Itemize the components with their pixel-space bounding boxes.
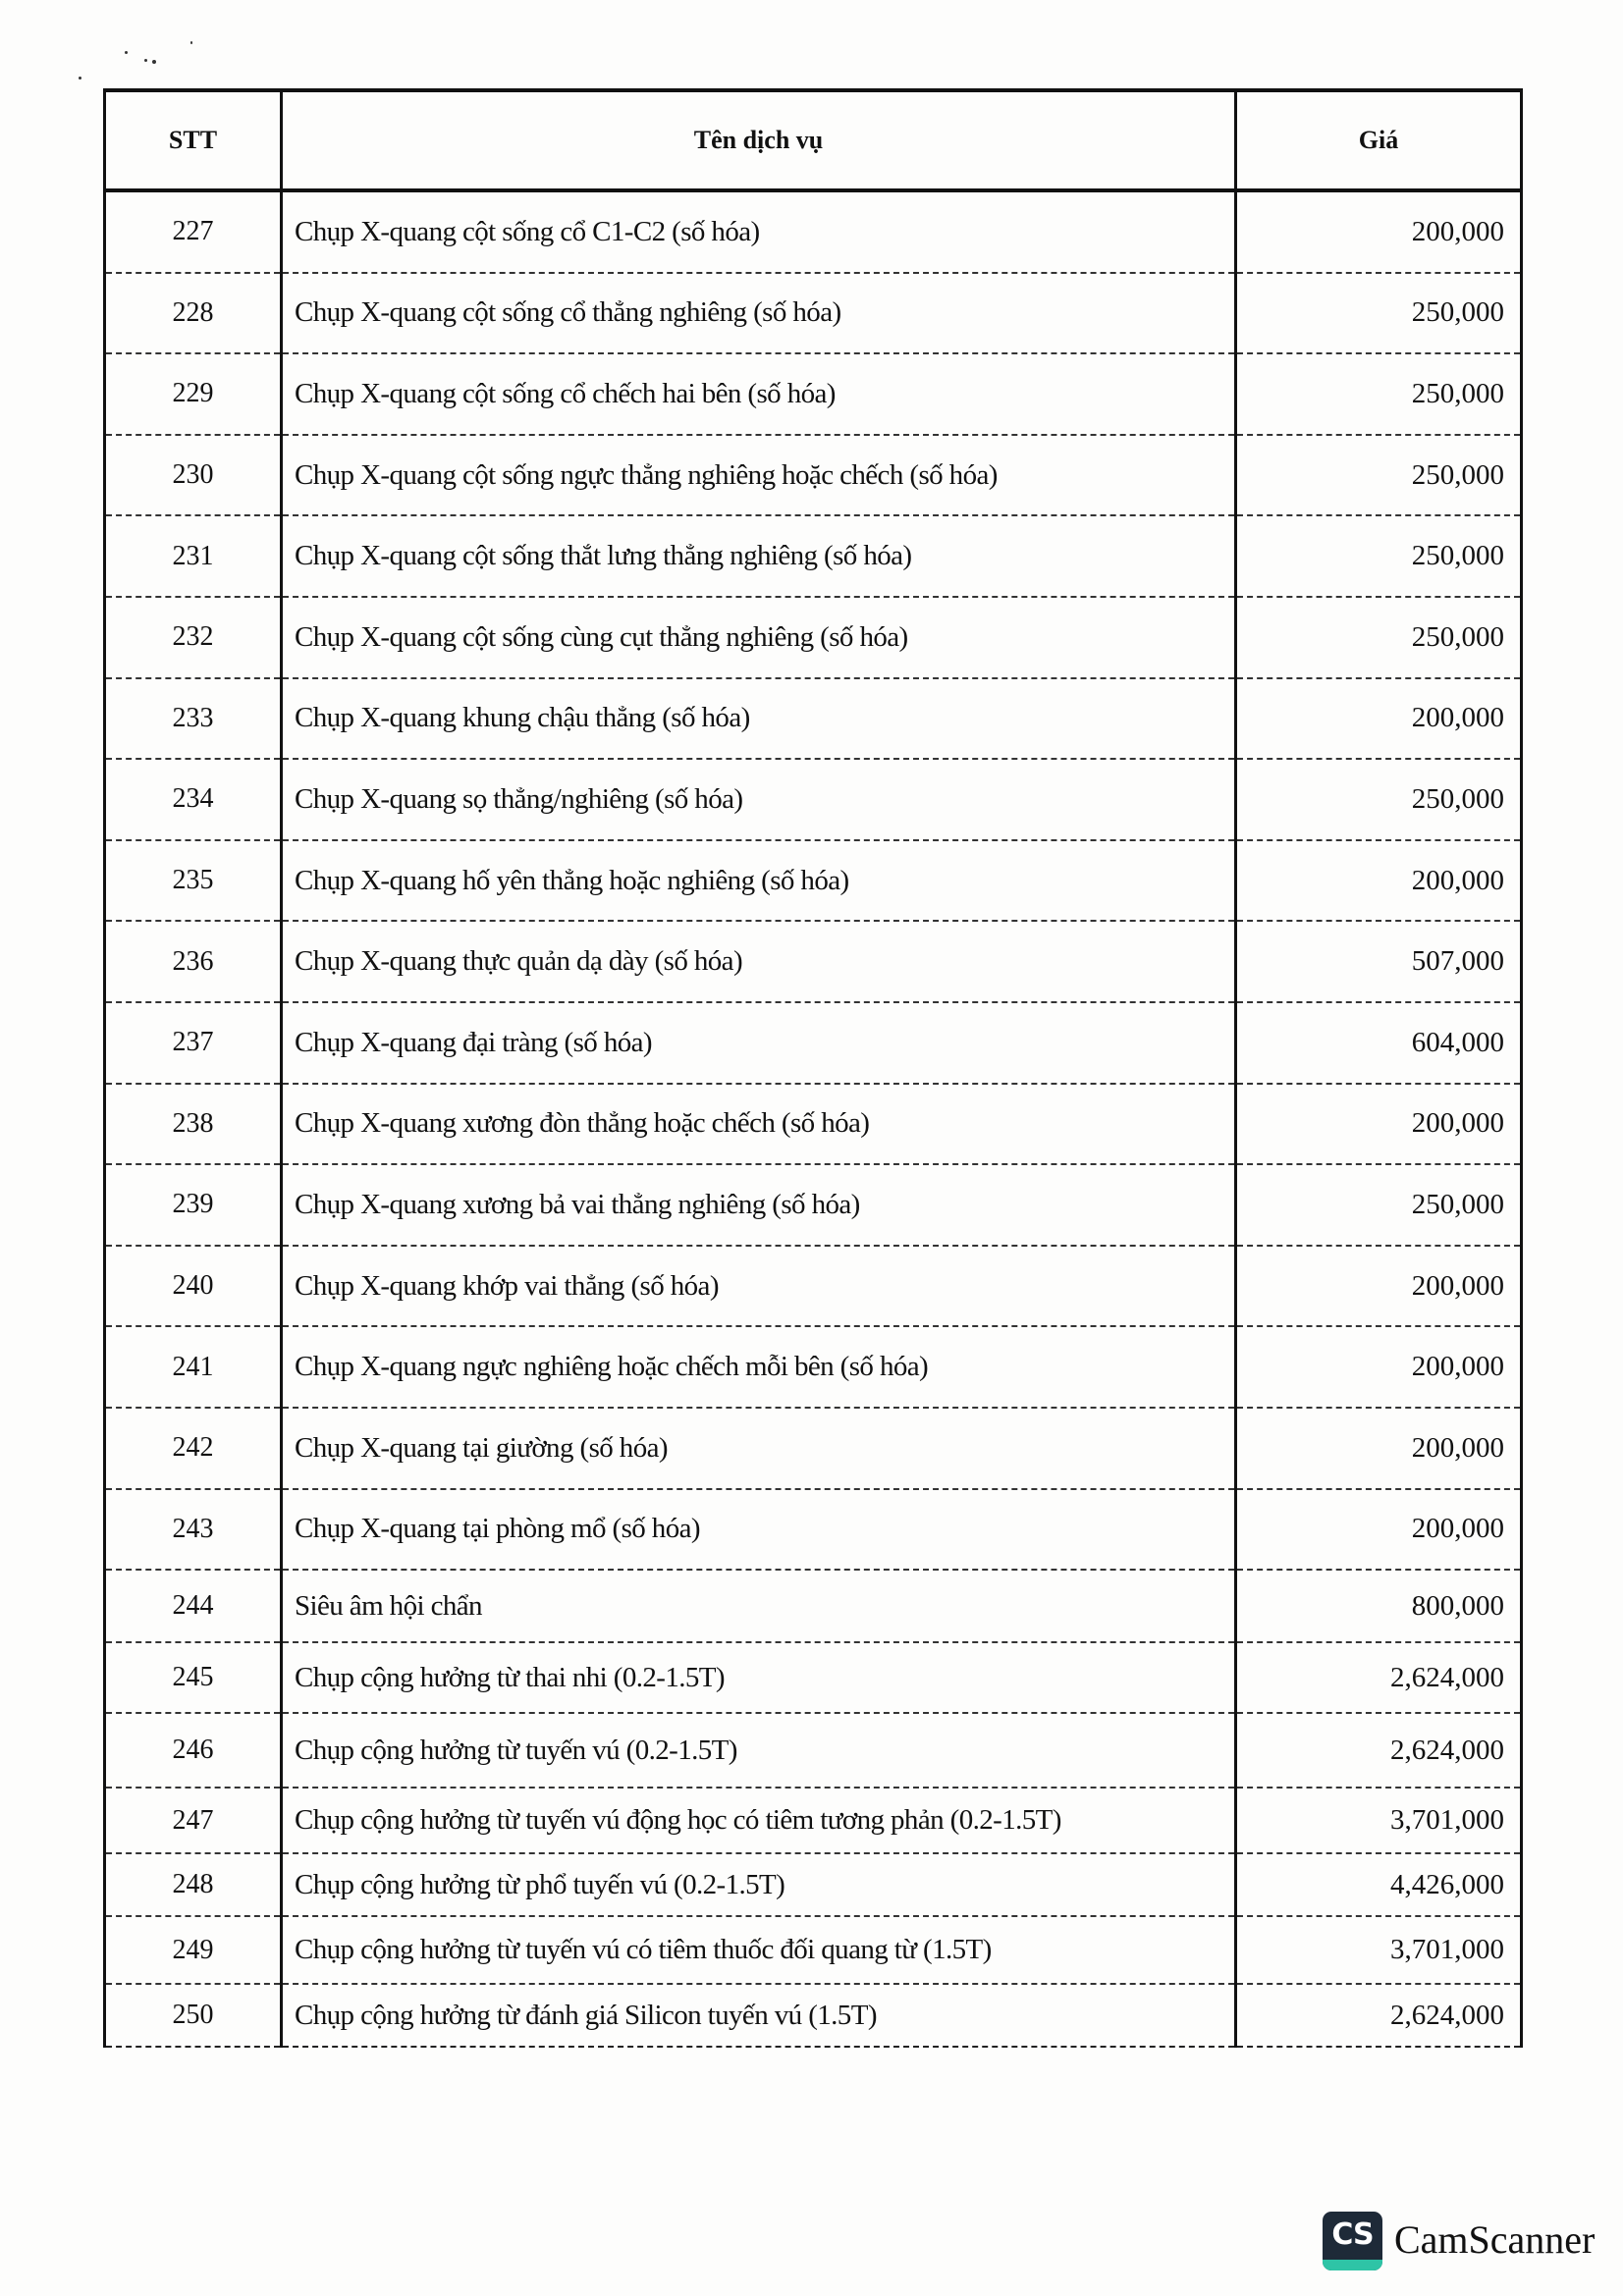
- row-service-name: Chụp X-quang đại tràng (số hóa): [282, 1002, 1236, 1084]
- table-row: [105, 1164, 1522, 1246]
- row-stt: 242: [105, 1408, 282, 1489]
- table-row: [105, 1984, 1522, 2047]
- row-price: 2,624,000: [1236, 1642, 1522, 1713]
- row-price: 200,000: [1236, 1084, 1522, 1165]
- row-stt: 232: [105, 597, 282, 678]
- scan-speck: [190, 41, 192, 44]
- scan-speck: [125, 51, 128, 54]
- table-row: [105, 353, 1522, 435]
- table-row: [105, 840, 1522, 922]
- table-row: [105, 759, 1522, 840]
- row-price: 4,426,000: [1236, 1853, 1522, 1916]
- row-price: 2,624,000: [1236, 1713, 1522, 1788]
- table-row: [105, 1713, 1522, 1788]
- table-row: [105, 921, 1522, 1002]
- table-row: [105, 597, 1522, 678]
- column-header-name: Tên dịch vụ: [282, 90, 1236, 190]
- table-row: [105, 1002, 1522, 1084]
- price-table: [103, 88, 1523, 2048]
- row-stt: 244: [105, 1570, 282, 1642]
- row-stt: 239: [105, 1164, 282, 1246]
- row-service-name: Chụp cộng hưởng từ tuyến vú động học có tiêm tương phản (0.2-1.5T): [282, 1788, 1236, 1853]
- row-price: 200,000: [1236, 678, 1522, 760]
- row-stt: 228: [105, 273, 282, 354]
- row-stt: 250: [105, 1984, 282, 2047]
- scan-speck: [79, 77, 81, 80]
- row-price: 250,000: [1236, 353, 1522, 435]
- row-price: 200,000: [1236, 190, 1522, 273]
- table-row: [105, 1788, 1522, 1853]
- row-price: 200,000: [1236, 1326, 1522, 1408]
- column-header-stt: STT: [105, 90, 282, 190]
- row-stt: 245: [105, 1642, 282, 1713]
- row-stt: 235: [105, 840, 282, 922]
- row-service-name: Chụp X-quang tại giường (số hóa): [282, 1408, 1236, 1489]
- row-price: 200,000: [1236, 1408, 1522, 1489]
- table-row: [105, 273, 1522, 354]
- row-stt: 249: [105, 1916, 282, 1984]
- row-stt: 238: [105, 1084, 282, 1165]
- row-service-name: Chụp cộng hưởng từ đánh giá Silicon tuyến vú (1.5T): [282, 1984, 1236, 2047]
- row-service-name: Chụp cộng hưởng từ tuyến vú có tiêm thuốc đối quang từ (1.5T): [282, 1916, 1236, 1984]
- row-stt: 230: [105, 435, 282, 516]
- row-price: 250,000: [1236, 515, 1522, 597]
- table-row: [105, 1916, 1522, 1984]
- row-stt: 229: [105, 353, 282, 435]
- row-price: 250,000: [1236, 435, 1522, 516]
- row-stt: 234: [105, 759, 282, 840]
- row-stt: 247: [105, 1788, 282, 1853]
- row-price: 250,000: [1236, 759, 1522, 840]
- row-service-name: Chụp X-quang tại phòng mổ (số hóa): [282, 1489, 1236, 1571]
- table-row: [105, 1408, 1522, 1489]
- logo-text: CS: [1331, 2217, 1374, 2252]
- row-service-name: Chụp X-quang cột sống ngực thẳng nghiêng hoặc chếch (số hóa): [282, 435, 1236, 516]
- table-row: [105, 1570, 1522, 1642]
- row-stt: 246: [105, 1713, 282, 1788]
- row-price: 200,000: [1236, 1246, 1522, 1327]
- row-price: 604,000: [1236, 1002, 1522, 1084]
- table-row: [105, 515, 1522, 597]
- row-price: 507,000: [1236, 921, 1522, 1002]
- row-service-name: Chụp X-quang hố yên thẳng hoặc nghiêng (số hóa): [282, 840, 1236, 922]
- table-row: [105, 1489, 1522, 1571]
- row-price: 800,000: [1236, 1570, 1522, 1642]
- table-row: [105, 1326, 1522, 1408]
- row-stt: 243: [105, 1489, 282, 1571]
- camscanner-logo-icon: [1323, 2212, 1382, 2270]
- row-stt: 227: [105, 190, 282, 273]
- row-stt: 241: [105, 1326, 282, 1408]
- row-price: 200,000: [1236, 840, 1522, 922]
- row-service-name: Chụp X-quang khớp vai thẳng (số hóa): [282, 1246, 1236, 1327]
- row-service-name: Chụp cộng hưởng từ tuyến vú (0.2-1.5T): [282, 1713, 1236, 1788]
- table-row: [105, 190, 1522, 273]
- row-service-name: Chụp cộng hưởng từ thai nhi (0.2-1.5T): [282, 1642, 1236, 1713]
- table-row: [105, 1246, 1522, 1327]
- column-header-price: Giá: [1236, 90, 1522, 190]
- table-row: [105, 1642, 1522, 1713]
- row-service-name: Chụp X-quang thực quản dạ dày (số hóa): [282, 921, 1236, 1002]
- row-stt: 236: [105, 921, 282, 1002]
- table-header-row: [105, 90, 1522, 190]
- row-price: 250,000: [1236, 597, 1522, 678]
- row-price: 250,000: [1236, 1164, 1522, 1246]
- row-stt: 237: [105, 1002, 282, 1084]
- row-service-name: Chụp X-quang cột sống cùng cụt thẳng nghiêng (số hóa): [282, 597, 1236, 678]
- row-service-name: Siêu âm hội chẩn: [282, 1570, 1236, 1642]
- row-service-name: Chụp X-quang khung chậu thẳng (số hóa): [282, 678, 1236, 760]
- row-service-name: Chụp X-quang cột sống thắt lưng thẳng nghiêng (số hóa): [282, 515, 1236, 597]
- row-price: 3,701,000: [1236, 1916, 1522, 1984]
- row-stt: 240: [105, 1246, 282, 1327]
- row-price: 250,000: [1236, 273, 1522, 354]
- camscanner-watermark-text: CamScanner: [1394, 2217, 1596, 2262]
- row-service-name: Chụp X-quang xương bả vai thẳng nghiêng (số hóa): [282, 1164, 1236, 1246]
- row-service-name: Chụp X-quang cột sống cổ chếch hai bên (số hóa): [282, 353, 1236, 435]
- row-price: 200,000: [1236, 1489, 1522, 1571]
- row-service-name: Chụp X-quang ngực nghiêng hoặc chếch mỗi bên (số hóa): [282, 1326, 1236, 1408]
- scan-speck: [144, 59, 147, 62]
- table-row: [105, 435, 1522, 516]
- row-price: 3,701,000: [1236, 1788, 1522, 1853]
- table-row: [105, 1853, 1522, 1916]
- table-row: [105, 678, 1522, 760]
- row-service-name: Chụp X-quang xương đòn thẳng hoặc chếch (số hóa): [282, 1084, 1236, 1165]
- row-service-name: Chụp X-quang cột sống cổ thẳng nghiêng (số hóa): [282, 273, 1236, 354]
- row-stt: 233: [105, 678, 282, 760]
- scan-speck: [152, 60, 156, 64]
- row-service-name: Chụp X-quang cột sống cổ C1-C2 (số hóa): [282, 190, 1236, 273]
- row-stt: 248: [105, 1853, 282, 1916]
- row-service-name: Chụp X-quang sọ thẳng/nghiêng (số hóa): [282, 759, 1236, 840]
- row-service-name: Chụp cộng hưởng từ phổ tuyến vú (0.2-1.5T): [282, 1853, 1236, 1916]
- logo-accent-bar: [1323, 2260, 1382, 2270]
- row-stt: 231: [105, 515, 282, 597]
- table-row: [105, 1084, 1522, 1165]
- row-price: 2,624,000: [1236, 1984, 1522, 2047]
